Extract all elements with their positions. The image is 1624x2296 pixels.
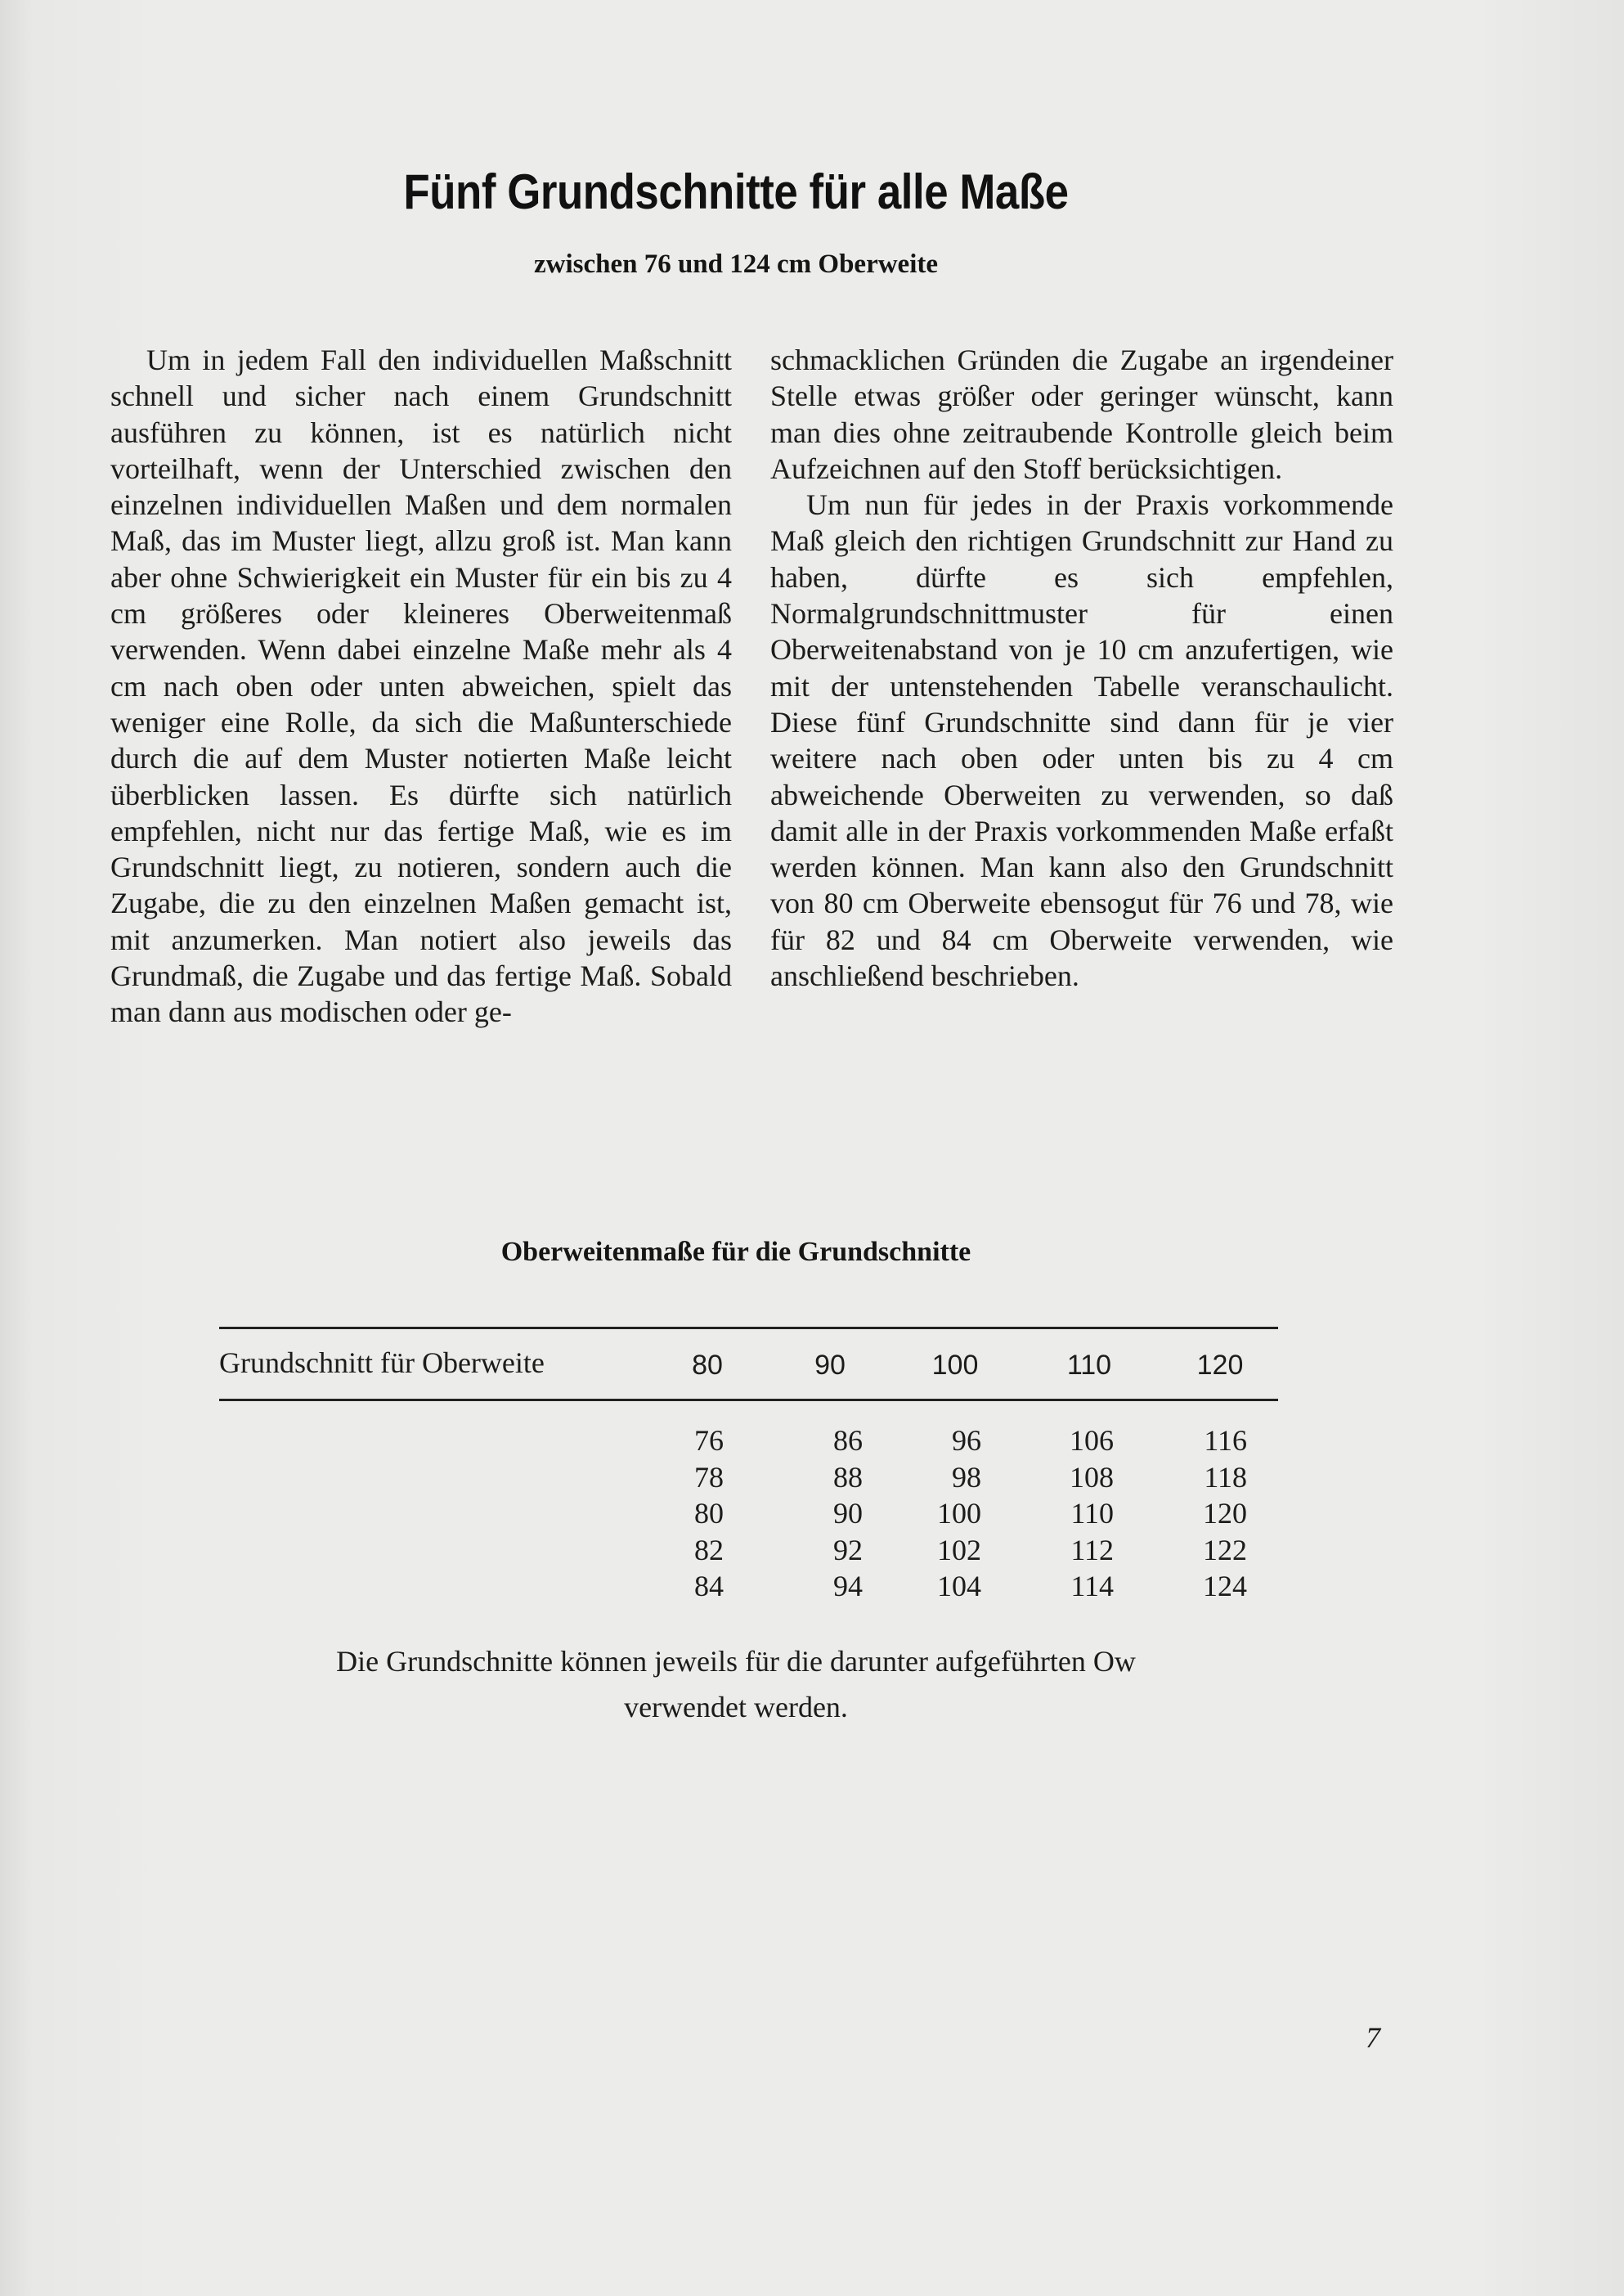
table-cell: 114: [1070, 1570, 1114, 1602]
table-caption: [0, 1638, 1472, 1730]
table-header-80: 80: [692, 1350, 723, 1381]
page-title: Fünf Grundschnitte für alle Maße: [403, 164, 1069, 219]
paragraph-left-1: Um in jedem Fall den individuellen Maßschnitt schnell und sicher nach einem Grundschnitt ausführen zu können, ist es natürlich nicht vorteilhaft, wenn der Unterschied zwischen den einzelnen individuellen Maßen und dem normalen Maß, das im Muster liegt, allzu groß ist. Man kann aber ohne Schwierigkeit ein Muster für ein bis zu 4 cm größeres oder kleineres Oberweitenmaß verwenden. Wenn dabei einzelne Maße mehr als 4 cm nach oben oder unten abweichen, spielt das weniger eine Rolle, da sich die Maßunterschiede durch die auf dem Muster notierten Maße leicht überblicken lassen. Es dürfte sich natürlich empfehlen, nicht nur das fertige Maß, wie es im Grundschnitt liegt, zu notieren, sondern auch die Zugabe, die zu den einzelnen Maßen gemacht ist, mit anzumerken. Man notiert also jeweils das Grundmaß, die Zugabe und das fertige Maß. Sobald man dann aus modischen oder ge-: [110, 344, 732, 1029]
table-header-120: 120: [1196, 1350, 1244, 1381]
table-cell: 88: [833, 1460, 863, 1494]
page-number: 7: [1366, 2021, 1380, 2054]
table-cell: 108: [1070, 1460, 1114, 1494]
table-cell: 90: [833, 1497, 863, 1530]
table-cell: 84: [694, 1570, 724, 1602]
table-cell: 82: [694, 1533, 724, 1566]
table-cell: 112: [1070, 1533, 1114, 1566]
table-cell: 102: [937, 1533, 981, 1566]
table-title: Oberweitenmaße für die Grundschnitte: [500, 1237, 971, 1267]
table-caption-line-2: verwendet werden.: [624, 1691, 848, 1723]
table-cell: 100: [937, 1497, 981, 1530]
table-cell: 110: [1070, 1497, 1114, 1530]
table-cell: 120: [1203, 1497, 1247, 1530]
table-row-label: Grundschnitt für Oberweite: [219, 1346, 545, 1379]
table-cell: 76: [694, 1424, 724, 1457]
table-cell: 80: [694, 1497, 724, 1530]
text-column-right: [770, 342, 1393, 994]
table-cell: 116: [1204, 1424, 1247, 1457]
paragraph-right-continuation: schmacklichen Gründen die Zugabe an irgendeiner Stelle etwas größer oder geringer wünscht, kann man dies ohne zeitraubende Kontrolle gleich beim Aufzeichnen auf den Stoff berücksichtigen.: [770, 344, 1393, 485]
table-cell: 122: [1203, 1533, 1247, 1566]
paragraph-right-1: Um nun für jedes in der Praxis vorkommende Maß gleich den richtigen Grundschnitt zur Hand zu haben, dürfte es sich empfehlen, Normalgrundschnittmuster für einen Oberweitenabstand von je 10 cm anzufertigen, wie mit der untenstehenden Tabelle veranschaulicht. Diese fünf Grundschnitte sind dann für je vier weitere nach oben oder unten bis zu 4 cm abweichende Oberweiten zu verwenden, so daß damit alle in der Praxis vorkommenden Maße erfaßt werden können. Man kann also den Grundschnitt von 80 cm Oberweite ebensogut für 76 und 78, wie für 82 und 84 cm Oberweite verwenden, wie anschließend beschrieben.: [770, 488, 1393, 993]
table-cell: 86: [833, 1424, 863, 1457]
table-cell: 118: [1204, 1460, 1247, 1494]
table-top-rule: [219, 1327, 1278, 1329]
page-subtitle: zwischen 76 und 124 cm Oberweite: [533, 249, 939, 279]
table-cell: 92: [833, 1533, 863, 1566]
table-cell: 94: [833, 1570, 863, 1602]
table-cell: 98: [952, 1460, 981, 1494]
table-caption-line-1: Die Grundschnitte können jeweils für die darunter aufgeführten Ow: [336, 1645, 1136, 1678]
table-cell: 78: [694, 1460, 724, 1494]
table-cell: 106: [1070, 1424, 1114, 1457]
table-header-90: 90: [814, 1350, 846, 1381]
text-column-left: [110, 342, 732, 1031]
table-cell: 124: [1203, 1570, 1247, 1602]
table-header-110: 110: [1066, 1350, 1112, 1381]
table-header-100: 100: [931, 1350, 979, 1381]
table-header-rule: [219, 1399, 1278, 1401]
table-cell: 96: [952, 1424, 981, 1457]
table-cell: 104: [937, 1570, 981, 1602]
